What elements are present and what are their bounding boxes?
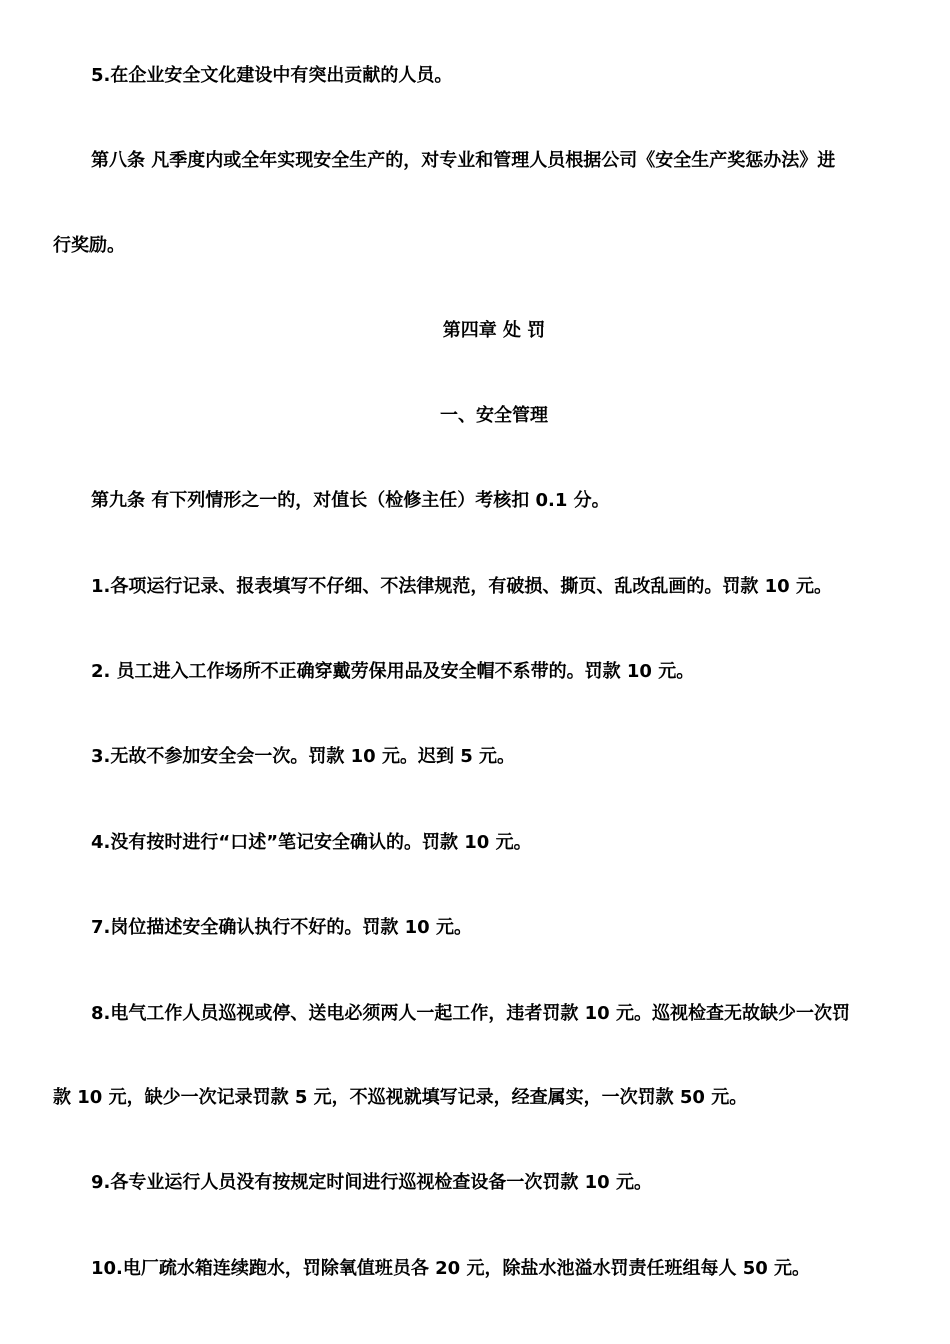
chapter-4-heading: 第四章 处 罚 (442, 320, 546, 341)
penalty-item-8-continued: 款 10 元，缺少一次记录罚款 5 元，不巡视就填写记录，经查属实，一次罚款 50 元。 (53, 1087, 748, 1108)
penalty-item-4: 4.没有按时进行“口述”笔记安全确认的。罚款 10 元。 (91, 832, 532, 853)
penalty-item-9: 9.各专业运行人员没有按规定时间进行巡视检查设备一次罚款 10 元。 (91, 1172, 652, 1193)
penalty-item-2: 2. 员工进入工作场所不正确穿戴劳保用品及安全帽不系带的。罚款 10 元。 (91, 661, 695, 682)
list-item-5-outstanding-contribution: 5.在企业安全文化建设中有突出贡献的人员。 (91, 65, 453, 86)
article-8-text-continued: 行奖励。 (53, 235, 125, 256)
penalty-item-10: 10.电厂疏水箱连续跑水，罚除氧值班员各 20 元，除盐水池溢水罚责任班组每人 50 元。 (91, 1258, 811, 1279)
penalty-item-3: 3.无故不参加安全会一次。罚款 10 元。迟到 5 元。 (91, 746, 515, 767)
article-9-text: 第九条 有下列情形之一的，对值长（检修主任）考核扣 0.1 分。 (91, 490, 610, 511)
penalty-item-7: 7.岗位描述安全确认执行不好的。罚款 10 元。 (91, 917, 472, 938)
article-8-text: 第八条 凡季度内或全年实现安全生产的，对专业和管理人员根据公司《安全生产奖惩办法》进 (91, 150, 836, 171)
penalty-item-1: 1.各项运行记录、报表填写不仔细、不法律规范，有破损、撕页、乱改乱画的。罚款 10 元。 (91, 576, 832, 597)
section-1-heading: 一、安全管理 (440, 405, 548, 426)
penalty-item-8: 8.电气工作人员巡视或停、送电必须两人一起工作，违者罚款 10 元。巡视检查无故缺少一次罚 (91, 1003, 850, 1024)
